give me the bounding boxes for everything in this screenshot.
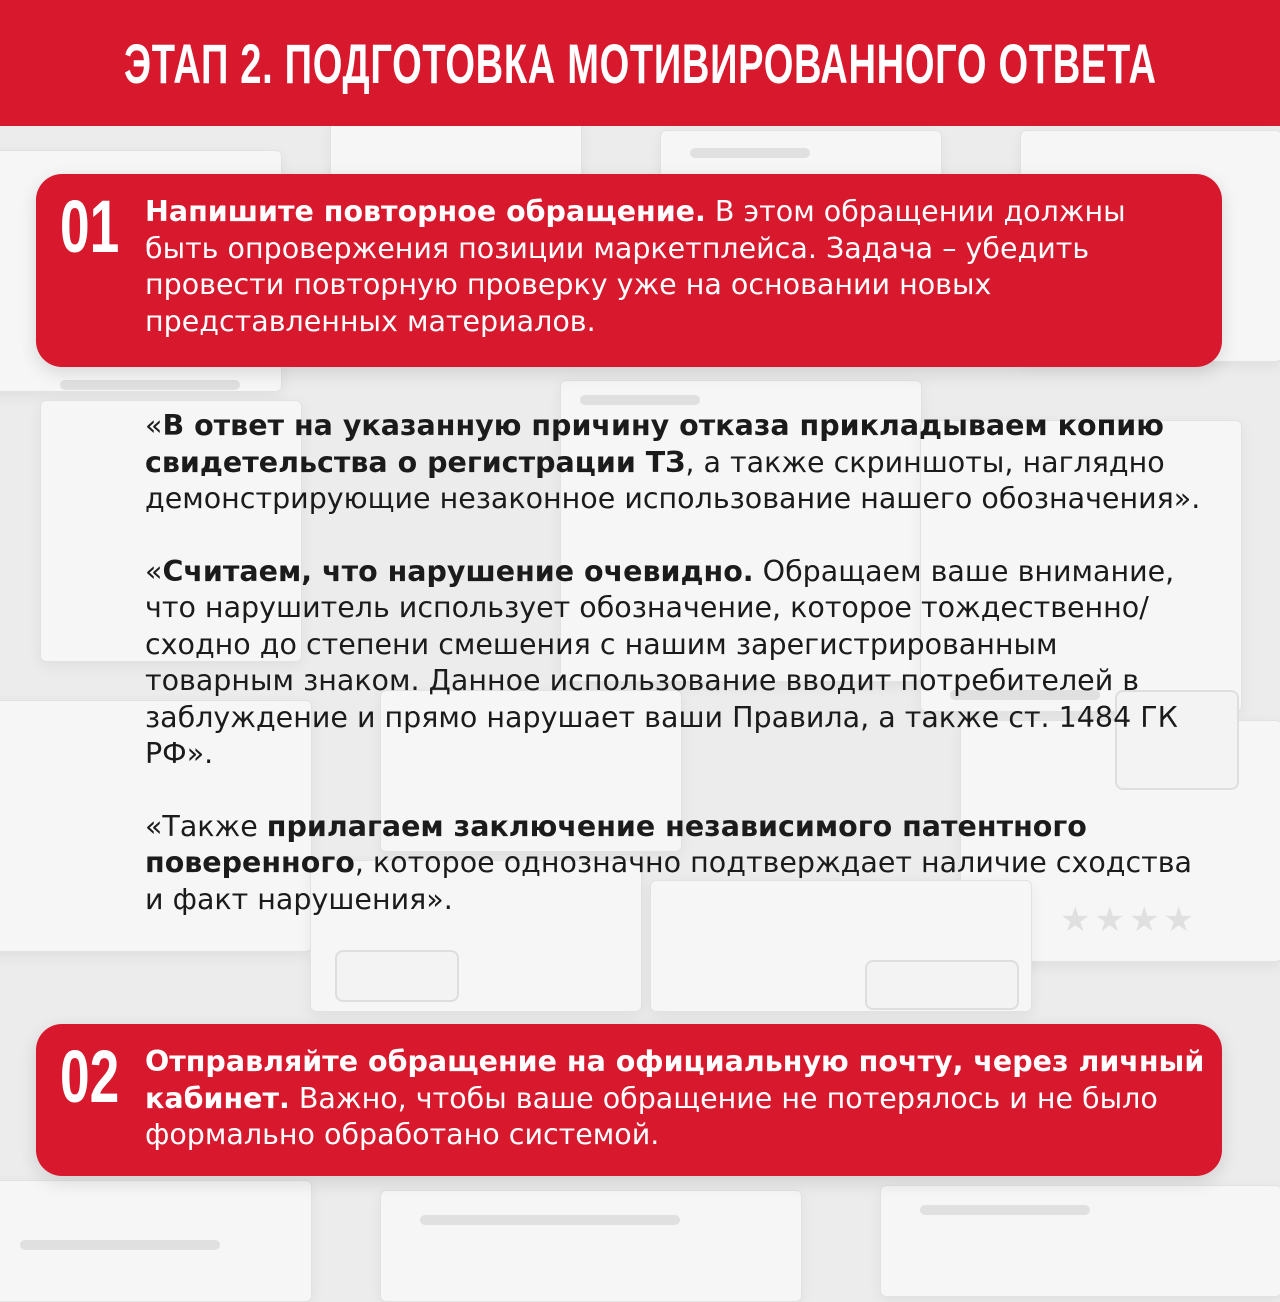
step-card-1 — [36, 174, 1222, 367]
step-description: В этом обращении должны быть опровержения позиции маркетплейса. Задача – убедить провести повторную проверку уже на основании новых представленных материалов. — [145, 195, 1126, 338]
background-line — [690, 148, 810, 158]
quote-bold: прилагаем заключение независимого патентного поверенного — [145, 809, 1087, 879]
quote-2 — [145, 554, 1215, 773]
page-title: ЭТАП 2. ПОДГОТОВКА МОТИВИРОВАННОГО ОТВЕТА — [123, 31, 1157, 95]
background-card — [880, 1185, 1280, 1297]
quote-bold: Считаем, что нарушение очевидно. — [162, 554, 754, 588]
step-number: 02 — [60, 1035, 120, 1118]
quote-bold: В ответ на указанную причину отказа прикладываем копию свидетельства о регистрации ТЗ — [145, 409, 1164, 479]
quote-3 — [145, 809, 1215, 919]
background-stars: ★★★★ — [1060, 900, 1198, 940]
background-line — [60, 380, 240, 390]
step-card-2 — [36, 1024, 1222, 1176]
background-line — [420, 1215, 680, 1225]
step-description: Важно, чтобы ваше обращение не потерялось и не было формально обработано системой. — [145, 1081, 1158, 1151]
background-line — [580, 395, 700, 405]
quote-prefix: « — [145, 554, 163, 588]
header-banner — [0, 0, 1280, 126]
step-heading: Напишите повторное обращение. — [145, 195, 706, 228]
background-line — [20, 1240, 220, 1250]
quote-prefix: « — [145, 409, 163, 442]
step-heading: Отправляйте обращение на официальную почту, через личный кабинет. — [145, 1045, 1205, 1115]
quote-text: , которое однозначно подтверждает наличие сходства и факт нарушения». — [145, 846, 1193, 916]
background-box — [335, 950, 459, 1002]
step-text — [145, 194, 1205, 340]
step-text — [145, 1044, 1205, 1154]
quote-prefix: «Также — [145, 809, 267, 843]
example-quotes — [145, 408, 1215, 954]
quote-1 — [145, 408, 1215, 518]
quote-text: Обращаем ваше внимание, что нарушитель использует обозначение, которое тождественно/сходно до степени смешения с нашим зарегистрированным товарным знаком. Данное использование вводит потребителей в заблуждение и прямо нарушает ваши Правила, а также ст. 1484 ГК РФ». — [145, 554, 1178, 770]
background-card — [380, 1190, 802, 1302]
step-number: 01 — [60, 185, 120, 268]
quote-text: , а также скриншоты, наглядно демонстрирующие незаконное использование нашего обозначения». — [145, 445, 1201, 515]
background-line — [920, 1205, 1090, 1215]
background-box — [865, 960, 1019, 1010]
